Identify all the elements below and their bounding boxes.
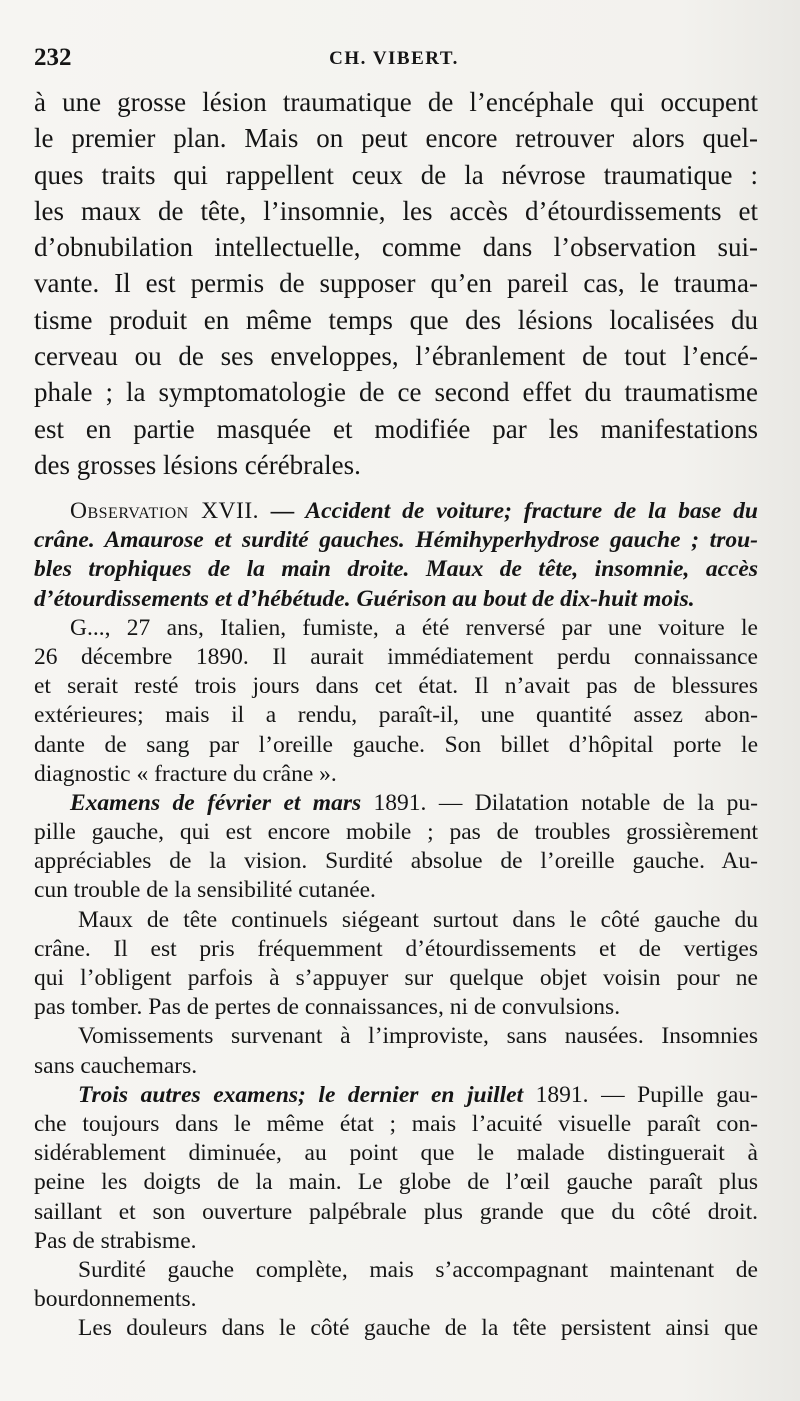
text-line: et serait resté trois jours dans cet état. Il n’avait pas de blessures [34, 673, 758, 700]
text-line: bourdonnements. [34, 1286, 197, 1313]
running-head: CH. VIBERT. [329, 48, 459, 69]
text-line: Maux de tête continuels siégeant surtout dans le côté gauche du [78, 906, 758, 933]
text-line: Vomissements survenant à l’improviste, sans nausées. Insomnies [78, 1023, 758, 1050]
observation-title-start: — Accident de voiture; fracture de la base du [259, 498, 758, 524]
text-line: extérieures; mais il a rendu, paraît-il, une quantité assez abon- [34, 702, 758, 729]
text-line: d’obnubilation intellectuelle, comme dans l’observation sui- [34, 232, 758, 263]
main-paragraph [34, 84, 758, 483]
text-line: sans cauchemars. [34, 1052, 198, 1079]
text-line: à une grosse lésion traumatique de l’encéphale qui occupent [34, 87, 758, 117]
text-line: crâne. Il est pris fréquemment d’étourdissements et de vertiges [34, 935, 758, 962]
text-line: peine les doigts de la main. Le globe de l’œil gauche paraît plus [34, 1169, 758, 1196]
text-line: Les douleurs dans le côté gauche de la tête persistent ainsi que [78, 1315, 758, 1342]
exam-label: Trois autres examens; le dernier en juillet [78, 1081, 524, 1108]
text-line: saillant et son ouverture palpébrale plus grande que du côté droit. [34, 1198, 758, 1225]
text-line: sidérablement diminuée, au point que le malade distinguerait à [34, 1140, 758, 1167]
exam-text: 1891. — Pupille gau- [523, 1081, 758, 1108]
text-line: cerveau ou de ses enveloppes, l’ébranlement de tout l’encé- [34, 341, 758, 372]
text-line: 26 décembre 1890. Il aurait immédiatement perdu connaissance [34, 643, 758, 670]
text-line: G..., 27 ans, Italien, fumiste, a été renversé par une voiture le [70, 614, 758, 641]
text-line: les maux de tête, l’insomnie, les accès d’étourdissements et [34, 195, 758, 226]
page-number: 232 [34, 44, 72, 71]
text-line: qui l’obligent parfois à s’appuyer sur quelque objet voisin pour ne [34, 965, 758, 991]
text-line: appréciables de la vision. Surdité absolue de l’oreille gauche. Au- [34, 848, 758, 875]
observation-title-line: bles trophiques de la main droite. Maux de tête, insomnie, accès [34, 556, 758, 583]
text-line: vante. Il est permis de supposer qu’en pareil cas, le trauma- [34, 268, 758, 299]
text-line: est en partie masquée et modifiée par les manifestations [34, 413, 758, 444]
exam-text: 1891. — Dilatation notable de la pu- [361, 789, 758, 816]
observation-heading: Observation XVII. [70, 498, 260, 524]
observation-title-line [34, 497, 758, 526]
text-line [34, 789, 758, 818]
text-line: phale ; la symptomatologie de ce second effet du traumatisme [34, 377, 758, 408]
text-line: che toujours dans le même état ; mais l’acuité visuelle paraît con- [34, 1110, 758, 1137]
text-line: Surdité gauche complète, mais s’accompagnant maintenant de [78, 1256, 758, 1283]
text-line: pas tomber. Pas de pertes de connaissances, ni de convulsions. [34, 994, 621, 1021]
text-line [34, 1081, 758, 1110]
observation-title-line: d’étourdissements et d’hébétude. Guérison au bout de dix-huit mois. [34, 585, 695, 612]
exam-label: Examens de février et mars [70, 789, 362, 816]
page-header [34, 44, 754, 74]
text-line: le premier plan. Mais on peut encore retrouver alors quel- [34, 123, 758, 154]
text-line: des grosses lésions cérébrales. [34, 449, 361, 480]
text-line: pille gauche, qui est encore mobile ; pas de troubles grossièrement [34, 819, 758, 846]
observation-title-line: crâne. Amaurose et surdité gauches. Hémihyperhydrose gauche ; trou- [34, 527, 758, 554]
observation-section [34, 497, 758, 1343]
text-line: ques traits qui rappellent ceux de la névrose traumatique : [34, 159, 758, 190]
text-line: dante de sang par l’oreille gauche. Son billet d’hôpital porte le [34, 731, 758, 758]
text-line: Pas de strabisme. [34, 1227, 197, 1254]
text-line: diagnostic « fracture du crâne ». [34, 760, 337, 787]
text-line: tisme produit en même temps que des lésions localisées du [34, 304, 758, 335]
text-line: cun trouble de la sensibilité cutanée. [34, 877, 376, 904]
